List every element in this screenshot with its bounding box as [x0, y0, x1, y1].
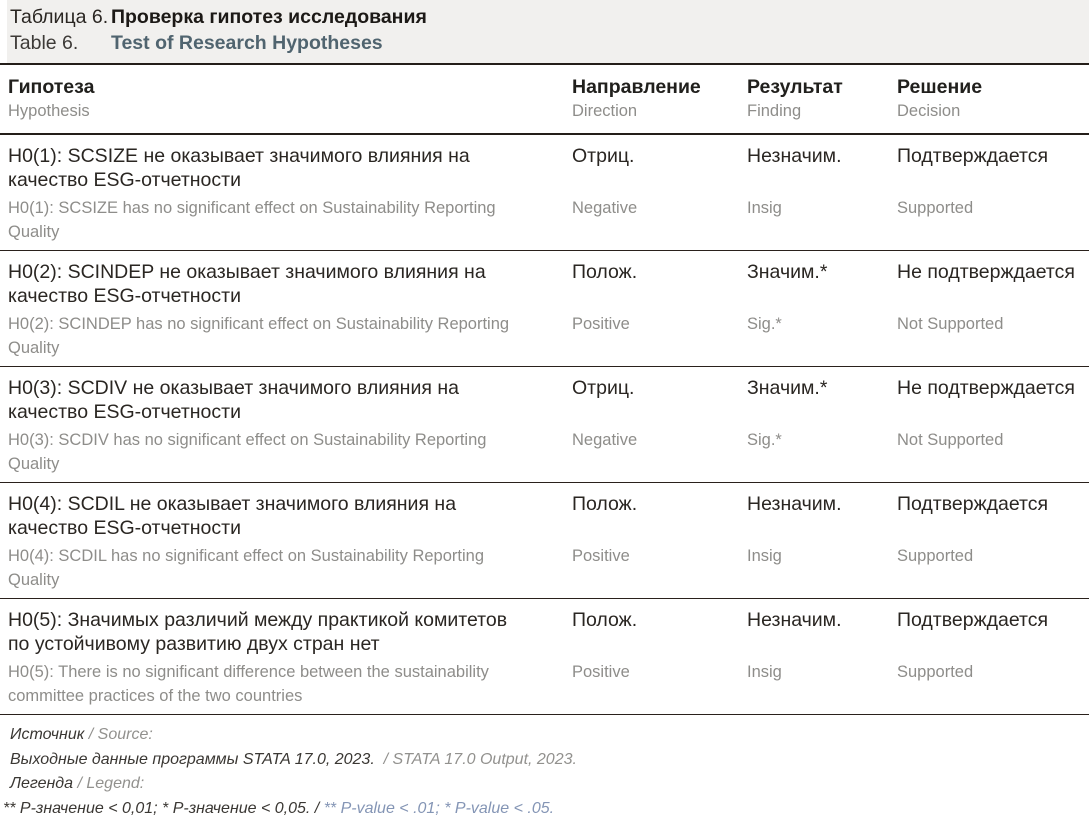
direction-cell — [572, 376, 747, 476]
decision-text-ru: Подтверждается — [897, 609, 1049, 631]
legend-label-line — [10, 772, 1089, 797]
hypothesis-text-en: H0(5): There is no significant difference between the sustainability committee practices of the two countries — [8, 663, 489, 705]
table-footnote — [0, 715, 1089, 815]
hypothesis-text-en: H0(3): SCDIV has no significant effect on Sustainability Reporting Quality — [8, 431, 487, 473]
hypothesis-text-en: H0(2): SCINDEP has no significant effect on Sustainability Reporting Quality — [8, 315, 510, 357]
header-en: Finding — [747, 102, 802, 120]
hypothesis-text-ru: H0(2): SCINDEP не оказывает значимого влияния на качество ESG-отчетности — [8, 261, 486, 307]
finding-text-en: Insig — [747, 547, 782, 565]
decision-cell — [897, 144, 1089, 244]
direction-cell — [572, 492, 747, 592]
finding-text-ru: Незначим. — [747, 145, 842, 167]
caption-title-en: Test of Research Hypotheses — [111, 32, 383, 54]
direction-text-ru: Полож. — [572, 261, 638, 283]
source-label-line — [10, 723, 1089, 748]
direction-text-en: Negative — [572, 199, 638, 217]
source-text-en: / STATA 17.0 Output, 2023. — [383, 750, 577, 768]
header-ru: Направление — [572, 76, 701, 98]
finding-cell — [747, 144, 897, 244]
header-ru: Результат — [747, 76, 843, 98]
decision-text-en: Not Supported — [897, 315, 1004, 333]
table-row — [0, 367, 1089, 483]
direction-text-ru: Отриц. — [572, 145, 635, 167]
hypothesis-text-ru: H0(3): SCDIV не оказывает значимого влияния на качество ESG-отчетности — [8, 377, 459, 423]
direction-text-en: Positive — [572, 315, 630, 333]
caption-title-ru: Проверка гипотез исследования — [111, 6, 427, 28]
hypothesis-text-ru: H0(5): Значимых различий между практикой комитетов по устойчивому развитию двух стран нет — [8, 609, 508, 655]
table-caption — [7, 0, 1089, 63]
decision-text-en: Supported — [897, 199, 974, 217]
header-en: Hypothesis — [8, 102, 90, 120]
decision-text-en: Supported — [897, 547, 974, 565]
table-header-row — [0, 63, 1089, 135]
direction-text-en: Positive — [572, 663, 630, 681]
finding-cell — [747, 376, 897, 476]
table-row — [0, 135, 1089, 251]
finding-text-ru: Незначим. — [747, 609, 842, 631]
header-cell-decision — [897, 74, 1089, 122]
header-en: Decision — [897, 102, 961, 120]
decision-text-ru: Не подтверждается — [897, 261, 1075, 283]
finding-text-en: Sig.* — [747, 431, 782, 449]
header-ru: Решение — [897, 76, 983, 98]
caption-label-en: Table 6. — [10, 32, 79, 54]
source-label-ru: Источник — [10, 726, 85, 743]
caption-line-en — [10, 30, 1089, 56]
decision-cell — [897, 492, 1089, 592]
header-cell-direction — [572, 74, 747, 122]
hypothesis-cell — [8, 376, 572, 476]
source-label-en: / Source: — [88, 726, 153, 743]
hypothesis-text-ru: H0(4): SCDIL не оказывает значимого влияния на качество ESG-отчетности — [8, 493, 457, 539]
finding-text-en: Insig — [747, 199, 782, 217]
decision-text-en: Not Supported — [897, 431, 1004, 449]
header-cell-finding — [747, 74, 897, 122]
decision-text-en: Supported — [897, 663, 974, 681]
hypothesis-cell — [8, 144, 572, 244]
decision-text-ru: Подтверждается — [897, 493, 1049, 515]
table-row — [0, 251, 1089, 367]
finding-cell — [747, 260, 897, 360]
caption-line-ru — [10, 4, 1089, 30]
finding-text-en: Sig.* — [747, 315, 782, 333]
legend-label-ru: Легенда — [10, 775, 74, 792]
direction-text-en: Negative — [572, 431, 638, 449]
header-ru: Гипотеза — [8, 76, 95, 98]
direction-cell — [572, 144, 747, 244]
legend-text-ru: ** P-значение < 0,01; * P-значение < 0,05. / — [3, 799, 320, 815]
decision-cell — [897, 260, 1089, 360]
direction-text-en: Positive — [572, 547, 630, 565]
table-row — [0, 483, 1089, 599]
finding-text-en: Insig — [747, 663, 782, 681]
hypothesis-cell — [8, 260, 572, 360]
direction-text-ru: Отриц. — [572, 377, 635, 399]
hypothesis-cell — [8, 492, 572, 592]
source-text-ru: Выходные данные программы STATA 17.0, 2023. — [10, 750, 375, 768]
hypothesis-cell — [8, 608, 572, 708]
direction-cell — [572, 260, 747, 360]
legend-label-en: / Legend: — [77, 775, 145, 792]
legend-text-line — [3, 797, 1089, 815]
legend-text-en: ** P-value < .01; * P-value < .05. — [323, 799, 555, 815]
decision-text-ru: Подтверждается — [897, 145, 1049, 167]
finding-cell — [747, 492, 897, 592]
decision-cell — [897, 376, 1089, 476]
hypothesis-text-en: H0(1): SCSIZE has no significant effect on Sustainability Reporting Quality — [8, 199, 496, 241]
direction-cell — [572, 608, 747, 708]
header-cell-hypothesis — [8, 74, 572, 122]
decision-cell — [897, 608, 1089, 708]
finding-text-ru: Незначим. — [747, 493, 842, 515]
decision-text-ru: Не подтверждается — [897, 377, 1075, 399]
header-en: Direction — [572, 102, 638, 120]
direction-text-ru: Полож. — [572, 493, 638, 515]
caption-label-ru: Таблица 6. — [10, 6, 109, 28]
hypothesis-text-ru: H0(1): SCSIZE не оказывает значимого влияния на качество ESG-отчетности — [8, 145, 470, 191]
finding-text-ru: Значим.* — [747, 261, 828, 283]
finding-text-ru: Значим.* — [747, 377, 828, 399]
hypothesis-text-en: H0(4): SCDIL has no significant effect on Sustainability Reporting Quality — [8, 547, 485, 589]
table-row — [0, 599, 1089, 715]
source-text-line — [10, 748, 1089, 773]
direction-text-ru: Полож. — [572, 609, 638, 631]
finding-cell — [747, 608, 897, 708]
